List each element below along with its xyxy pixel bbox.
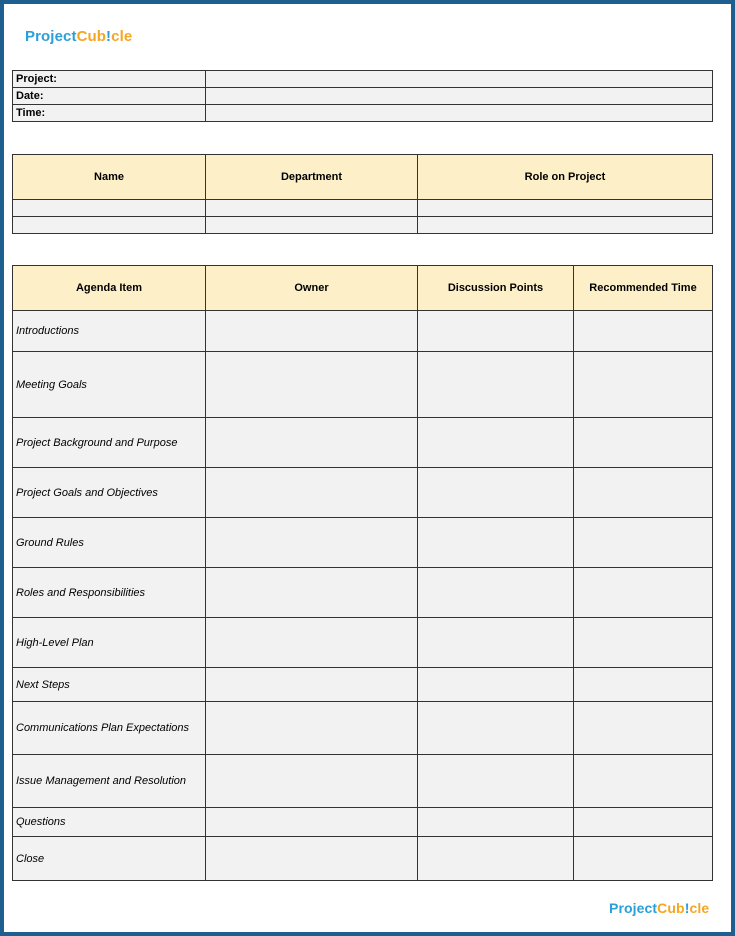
table-row (13, 568, 713, 618)
time-cell[interactable] (574, 808, 713, 837)
table-row (13, 468, 713, 518)
info-label: Project: (13, 71, 206, 88)
logo-text-project: Project (25, 28, 77, 45)
column-header-name: Name (13, 155, 206, 200)
table-row (13, 217, 713, 234)
table-row (13, 618, 713, 668)
table-row (13, 311, 713, 352)
discussion-cell[interactable] (418, 755, 574, 808)
brand-logo (25, 28, 132, 45)
agenda-item-cell: Roles and Responsibilities (13, 568, 206, 618)
logo-text-exclaim: ! (684, 900, 690, 916)
table-row (13, 808, 713, 837)
discussion-cell[interactable] (418, 837, 574, 881)
discussion-cell[interactable] (418, 418, 574, 468)
table-row (13, 755, 713, 808)
attendee-name-cell[interactable] (13, 217, 206, 234)
table-row (13, 200, 713, 217)
info-row-time (13, 105, 713, 122)
info-row-project (13, 71, 713, 88)
agenda-header-row (13, 266, 713, 311)
agenda-item-cell: Project Background and Purpose (13, 418, 206, 468)
column-header-discussion-points: Discussion Points (418, 266, 574, 311)
info-label: Time: (13, 105, 206, 122)
time-cell[interactable] (574, 568, 713, 618)
owner-cell[interactable] (206, 568, 418, 618)
time-cell[interactable] (574, 618, 713, 668)
time-cell[interactable] (574, 468, 713, 518)
agenda-item-cell: Project Goals and Objectives (13, 468, 206, 518)
brand-logo-footer (609, 900, 709, 916)
table-row (13, 418, 713, 468)
table-row (13, 702, 713, 755)
agenda-item-cell: High-Level Plan (13, 618, 206, 668)
table-row (13, 518, 713, 568)
owner-cell[interactable] (206, 618, 418, 668)
agenda-item-cell: Close (13, 837, 206, 881)
time-cell[interactable] (574, 837, 713, 881)
agenda-item-cell: Introductions (13, 311, 206, 352)
logo-text-cub: Cub (657, 900, 685, 916)
owner-cell[interactable] (206, 352, 418, 418)
info-value-project[interactable] (206, 71, 713, 88)
time-cell[interactable] (574, 668, 713, 702)
info-label: Date: (13, 88, 206, 105)
discussion-cell[interactable] (418, 568, 574, 618)
attendee-role-cell[interactable] (418, 200, 713, 217)
discussion-cell[interactable] (418, 468, 574, 518)
agenda-item-cell: Questions (13, 808, 206, 837)
discussion-cell[interactable] (418, 702, 574, 755)
column-header-agenda-item: Agenda Item (13, 266, 206, 311)
column-header-recommended-time: Recommended Time (574, 266, 713, 311)
discussion-cell[interactable] (418, 311, 574, 352)
attendee-role-cell[interactable] (418, 217, 713, 234)
attendee-name-cell[interactable] (13, 200, 206, 217)
time-cell[interactable] (574, 352, 713, 418)
logo-text-project: Project (609, 900, 658, 916)
owner-cell[interactable] (206, 418, 418, 468)
meeting-info-table (12, 70, 713, 122)
time-cell[interactable] (574, 418, 713, 468)
discussion-cell[interactable] (418, 518, 574, 568)
time-cell[interactable] (574, 755, 713, 808)
table-row (13, 837, 713, 881)
logo-text-cle: cle (111, 28, 133, 45)
document-page (4, 4, 731, 932)
attendee-department-cell[interactable] (206, 217, 418, 234)
time-cell[interactable] (574, 702, 713, 755)
attendees-header-row (13, 155, 713, 200)
info-value-time[interactable] (206, 105, 713, 122)
owner-cell[interactable] (206, 468, 418, 518)
column-header-department: Department (206, 155, 418, 200)
agenda-item-cell: Next Steps (13, 668, 206, 702)
attendee-department-cell[interactable] (206, 200, 418, 217)
time-cell[interactable] (574, 311, 713, 352)
column-header-role: Role on Project (418, 155, 713, 200)
owner-cell[interactable] (206, 702, 418, 755)
agenda-item-cell: Ground Rules (13, 518, 206, 568)
agenda-table (12, 265, 713, 881)
discussion-cell[interactable] (418, 618, 574, 668)
owner-cell[interactable] (206, 755, 418, 808)
owner-cell[interactable] (206, 668, 418, 702)
logo-text-cle: cle (689, 900, 710, 916)
table-row (13, 668, 713, 702)
attendees-table (12, 154, 713, 234)
discussion-cell[interactable] (418, 808, 574, 837)
owner-cell[interactable] (206, 311, 418, 352)
info-value-date[interactable] (206, 88, 713, 105)
info-row-date (13, 88, 713, 105)
agenda-item-cell: Meeting Goals (13, 352, 206, 418)
owner-cell[interactable] (206, 518, 418, 568)
logo-text-exclaim: ! (106, 28, 112, 45)
logo-text-cub: Cub (76, 28, 107, 45)
column-header-owner: Owner (206, 266, 418, 311)
owner-cell[interactable] (206, 808, 418, 837)
time-cell[interactable] (574, 518, 713, 568)
owner-cell[interactable] (206, 837, 418, 881)
table-row (13, 352, 713, 418)
discussion-cell[interactable] (418, 668, 574, 702)
agenda-item-cell: Communications Plan Expectations (13, 702, 206, 755)
discussion-cell[interactable] (418, 352, 574, 418)
agenda-item-cell: Issue Management and Resolution (13, 755, 206, 808)
